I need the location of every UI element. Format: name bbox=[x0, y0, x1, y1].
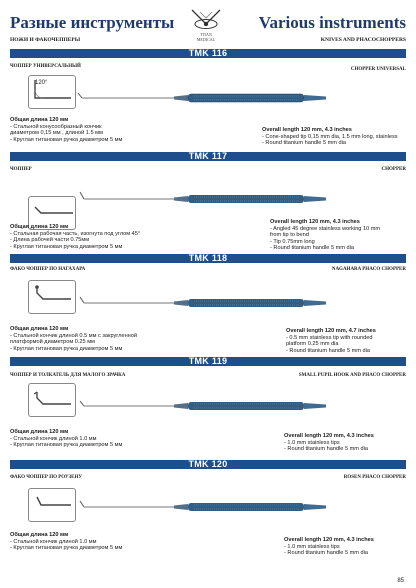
name-ru: ЧОППЕР УНИВЕРСАЛЬНЫЙ bbox=[10, 64, 81, 69]
title-ru: Разные инструменты bbox=[10, 13, 175, 32]
desc-line: - Стальной конусообразный кончик bbox=[10, 123, 102, 130]
instrument-image bbox=[76, 188, 376, 210]
desc-line: - Круглая титановая ручка диаметром 5 мм bbox=[10, 442, 123, 449]
length-en: Overall length 120 mm, 4.7 inches bbox=[286, 328, 376, 334]
desc-line: - 1.0 mm stainless tips bbox=[284, 543, 340, 550]
name-ru: ФАКО ЧОППЕР ПО НАГАХАРА bbox=[10, 267, 86, 272]
desc-line: - Cone-shaped tip 0,15 mm dia, 1.5 mm long, stainless bbox=[262, 133, 398, 140]
logo-text-bottom: MEDICAL bbox=[196, 37, 216, 42]
length-en: Overall length 120 mm, 4.3 inches bbox=[284, 537, 374, 543]
product-code: TMK 116 bbox=[188, 48, 228, 58]
desc-line: - Круглая титановая ручка диаметром 5 мм bbox=[10, 545, 123, 552]
desc-en bbox=[262, 127, 402, 147]
tip-detail-inset bbox=[28, 75, 76, 109]
instrument-image bbox=[76, 292, 376, 314]
product-code: TMK 117 bbox=[188, 151, 228, 161]
desc-line: - Round titanium handle 5 mm dia bbox=[284, 446, 368, 453]
code-bar bbox=[10, 49, 406, 58]
code-bar bbox=[10, 152, 406, 161]
name-ru: ЧОППЕР И ТОЛКАТЕЛЬ ДЛЯ МАЛОГО ЗРАЧКА bbox=[10, 373, 126, 378]
length-ru: Общая длина 120 мм bbox=[10, 326, 69, 332]
desc-line: - Стальная рабочая часть, изогнута под углом 45° bbox=[10, 230, 141, 237]
page-header bbox=[0, 0, 416, 46]
name-en: CHOPPER bbox=[381, 167, 406, 172]
desc-line: - Стальной кончик длиной 1.0 мм bbox=[10, 538, 97, 545]
length-ru: Общая длина 120 мм bbox=[10, 532, 69, 538]
length-en: Overall length 120 mm, 4.3 inches bbox=[284, 433, 374, 439]
length-ru: Общая длина 120 мм bbox=[10, 429, 69, 435]
hook-tip-icon bbox=[29, 384, 75, 416]
tip-detail-inset bbox=[28, 488, 76, 522]
desc-line: - Стальной кончик длиной 0.5 мм с закругленной bbox=[10, 332, 138, 339]
name-en: NAGAHARA PHACO CHOPPER bbox=[331, 267, 406, 272]
instrument-image bbox=[76, 496, 376, 518]
angle-label: 120° bbox=[35, 80, 48, 86]
instrument-image bbox=[76, 395, 376, 417]
length-ru: Общая длина 120 мм bbox=[10, 117, 69, 123]
product-code: TMK 118 bbox=[188, 253, 228, 263]
desc-line: - Длина рабочей части 0.75мм bbox=[10, 237, 90, 244]
desc-line: диаметром 0,15 мм , длиной 1.5 мм bbox=[10, 130, 103, 137]
desc-line: - Round titanium handle 5 mm dia bbox=[286, 347, 370, 354]
desc-en bbox=[286, 328, 402, 354]
desc-line: платформой диаметром 0.25 мм bbox=[10, 339, 95, 346]
desc-en bbox=[284, 433, 402, 453]
desc-line: - Round titanium handle 5 mm dia bbox=[284, 550, 368, 557]
name-en: SMALL PUPIL HOOK AND PHACO CHOPPER bbox=[298, 373, 406, 378]
desc-ru bbox=[10, 532, 122, 552]
titan-medical-logo bbox=[186, 6, 226, 46]
desc-ru bbox=[10, 117, 122, 143]
code-bar bbox=[10, 254, 406, 263]
desc-ru bbox=[10, 224, 140, 250]
desc-line: - 1.0 mm stainless tips bbox=[284, 439, 340, 446]
desc-line: - Round titanium handle 5 mm dia bbox=[270, 245, 354, 252]
page-number: 85 bbox=[397, 578, 404, 584]
tip-detail-inset bbox=[28, 383, 76, 417]
instrument-image bbox=[76, 87, 376, 109]
desc-line: - Angled 45 degree stainless working 10 mm bbox=[270, 225, 381, 232]
length-en: Overall length 120 mm, 4.3 inches bbox=[262, 127, 352, 133]
length-ru: Общая длина 120 мм bbox=[10, 224, 69, 230]
code-bar bbox=[10, 460, 406, 469]
desc-line: - Round titanium handle 5 mm dia bbox=[262, 140, 346, 147]
rosen-tip-icon bbox=[29, 489, 75, 521]
desc-line: - Стальной кончик длиной 1.0 мм bbox=[10, 435, 97, 442]
desc-ru bbox=[10, 326, 137, 352]
product-code: TMK 119 bbox=[188, 356, 228, 366]
length-en: Overall length 120 mm, 4.3 inches bbox=[270, 219, 360, 225]
desc-line: - Tip 0.75mm long bbox=[270, 238, 315, 245]
desc-en bbox=[270, 219, 402, 252]
desc-en bbox=[284, 537, 402, 557]
desc-line: - 0.5 mm stainless tip with rounded bbox=[286, 334, 373, 341]
tip-detail-inset bbox=[28, 280, 76, 314]
logo-text-top: TITAN bbox=[200, 32, 212, 37]
desc-line: - Круглая титановая ручка диаметром 5 мм bbox=[10, 243, 123, 250]
title-en: Various instruments bbox=[258, 13, 406, 32]
code-bar bbox=[10, 357, 406, 366]
rounded-platform-tip-icon bbox=[29, 281, 75, 313]
name-ru: ФАКО ЧОППЕР ПО РОУЗЕНУ bbox=[10, 475, 83, 480]
desc-ru bbox=[10, 429, 122, 449]
name-ru: ЧОППЕР bbox=[10, 167, 32, 172]
name-en: ROSEN PHACO CHOPPER bbox=[343, 475, 406, 480]
desc-line: from tip to bend bbox=[270, 232, 309, 239]
desc-line: platform 0.25 mm dia bbox=[286, 341, 339, 348]
subtitle-ru: НОЖИ И ФАКОЧЕППЕРЫ bbox=[10, 37, 81, 43]
desc-line: - Круглая титановая ручка диаметром 5 мм bbox=[10, 345, 123, 352]
product-code: TMK 120 bbox=[188, 459, 228, 469]
desc-line: - Круглая титановая ручка диаметром 5 мм bbox=[10, 136, 123, 143]
subtitle-en: KNIVES AND PHACOCHOPPERS bbox=[320, 37, 406, 43]
name-en: CHOPPER UNIVERSAL bbox=[350, 67, 406, 72]
